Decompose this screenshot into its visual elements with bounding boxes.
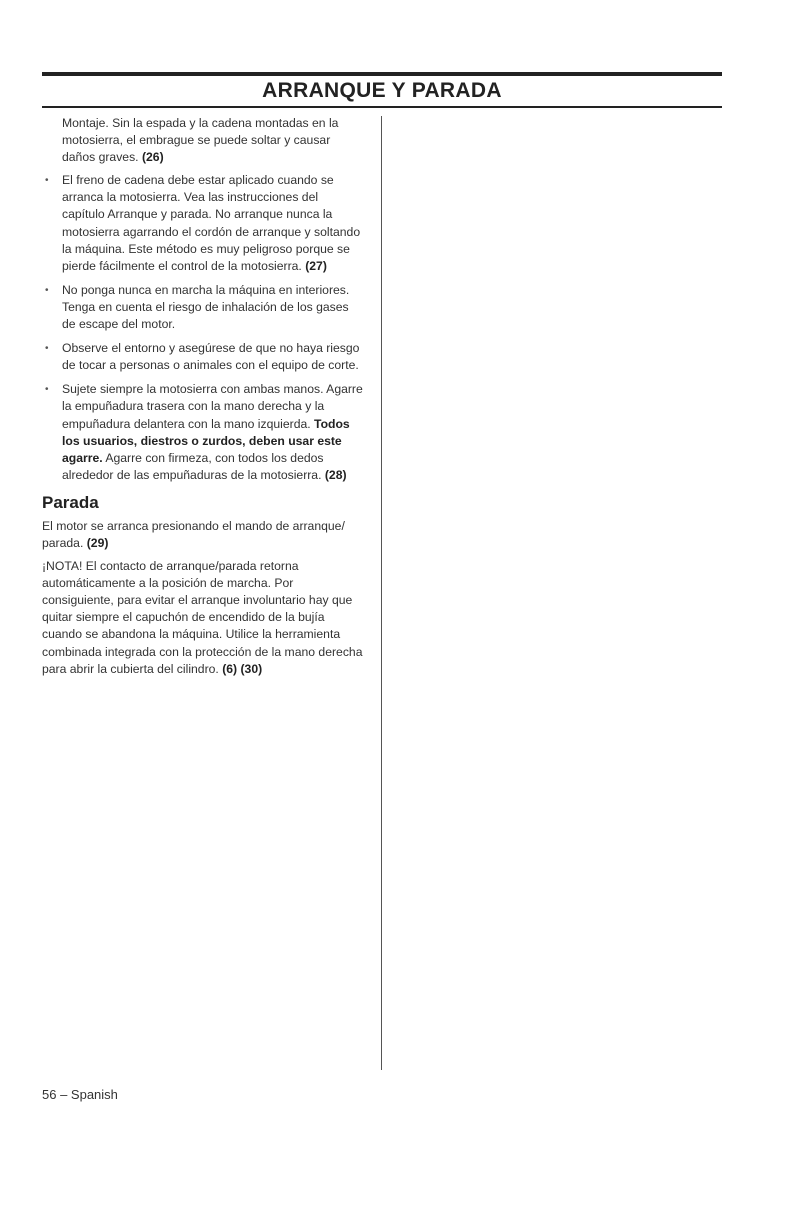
bullet-dot-icon: • bbox=[45, 175, 49, 187]
bullet-bold-text: Todos los usuarios, diestros o zurdos, deben usar este agarre. bbox=[62, 416, 350, 465]
parada-text: El motor se arranca presionando el mando de arranque/ parada. bbox=[42, 518, 345, 550]
bullet-text: El freno de cadena debe estar aplicado cuando se arranca la motosierra. Vea las instrucciones del capítulo Arranque y parada. No arranque nunca la motosierra agarrando el cordón de arranque y soltando la máquina. Este método es muy peligroso porque se pierde fácilmente el control de la motosierra. bbox=[62, 173, 361, 273]
bullet-text: Observe el entorno y asegúrese de que no haya riesgo de tocar a personas o animales con el equipo de corte. bbox=[62, 341, 360, 373]
bullet-dot-icon: • bbox=[45, 384, 49, 396]
parada-paragraph-1 bbox=[42, 518, 364, 552]
bullet-item-chain-brake bbox=[42, 172, 364, 275]
column-divider bbox=[381, 116, 382, 1070]
bullet-text-after: Agarre con firmeza, con todos los dedos alrededor de las empuñaduras de la motosierra. bbox=[62, 450, 324, 482]
bullet-dot-icon: • bbox=[45, 284, 49, 296]
bullet-item-grip bbox=[42, 381, 364, 484]
parada-paragraph-2 bbox=[42, 558, 364, 678]
header-rule-bottom bbox=[42, 106, 722, 108]
bullet-dot-icon: • bbox=[45, 343, 49, 355]
figure-ref: (27) bbox=[305, 258, 327, 273]
section-heading-parada: Parada bbox=[42, 492, 99, 512]
figure-ref: (30) bbox=[240, 661, 263, 676]
intro-text: Montaje. Sin la espada y la cadena montadas en la motosierra, el embrague se puede soltar y causar daños graves. bbox=[62, 116, 339, 165]
bullet-item-surroundings bbox=[42, 340, 364, 374]
bullet-text: Sujete siempre la motosierra con ambas manos. Agarre la empuñadura trasera con la mano derecha y la empuñadura delantera con la mano izquierda. bbox=[62, 382, 363, 431]
figure-ref: (29) bbox=[86, 535, 109, 550]
bullet-text: No ponga nunca en marcha la máquina en interiores. Tenga en cuenta el riesgo de inhalación de los gases de escape del motor. bbox=[62, 282, 350, 332]
page-footer: 56 – Spanish bbox=[42, 1087, 118, 1102]
intro-paragraph bbox=[42, 115, 364, 166]
page-header bbox=[42, 72, 722, 108]
figure-ref: (6) bbox=[222, 661, 238, 676]
figure-ref: (28) bbox=[324, 467, 347, 482]
figure-ref: (26) bbox=[141, 150, 164, 165]
parada-note-text: ¡NOTA! El contacto de arranque/parada retorna automáticamente a la posición de marcha. Por consiguiente, para evitar el arranque involuntario hay que quitar siempre el capuchón de encendido de la bujía cuando se abandona la máquina. Utilice la herramienta combinada integrada con la protección de la mano derecha para abrir la cubierta del cilindro. bbox=[42, 559, 363, 676]
bullet-item-indoors bbox=[42, 282, 364, 333]
left-column bbox=[42, 115, 364, 684]
page-title: ARRANQUE Y PARADA bbox=[262, 79, 502, 102]
